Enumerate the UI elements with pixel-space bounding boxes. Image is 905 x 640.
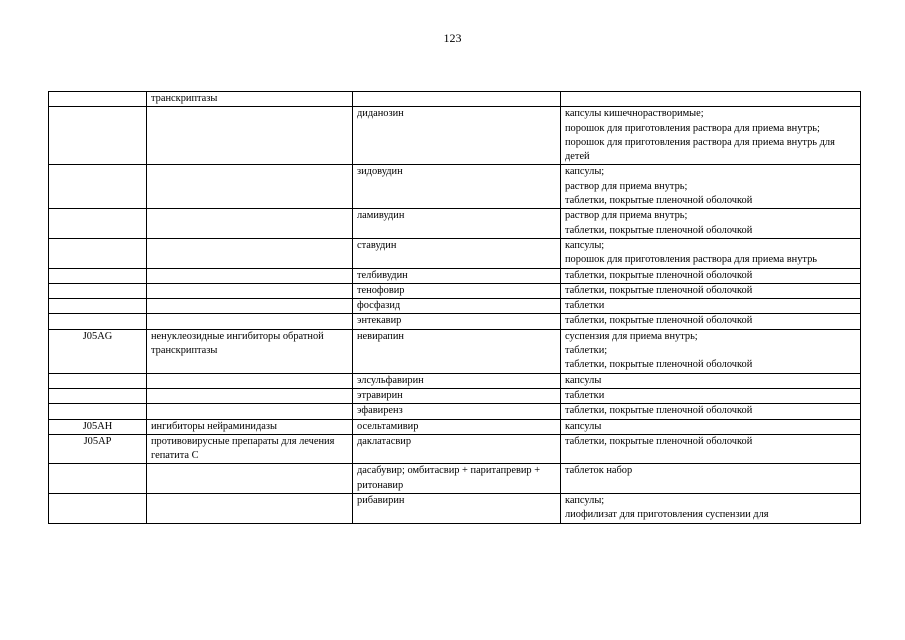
- table-row: [49, 92, 861, 107]
- dosage-form-cell: таблетки, покрытые пленочной оболочкой: [561, 283, 861, 298]
- dosage-form-cell: капсулы кишечнорастворимые; порошок для приготовления раствора для приема внутрь; порошок для приготовления раствора для приема внутрь для детей: [561, 107, 861, 165]
- group-cell: [147, 238, 353, 268]
- table-row: [49, 494, 861, 524]
- atc-code-cell: [49, 404, 147, 419]
- table-row: [49, 238, 861, 268]
- page-number: 123: [443, 31, 462, 45]
- table-row: [49, 299, 861, 314]
- drug-name-cell: осельтамивир: [353, 419, 561, 434]
- table-row: [49, 314, 861, 329]
- drug-name-cell: рибавирин: [353, 494, 561, 524]
- drug-name-cell: ламивудин: [353, 209, 561, 239]
- atc-code-cell: [49, 238, 147, 268]
- table-row: [49, 209, 861, 239]
- table-row: [49, 388, 861, 403]
- dosage-form-cell: таблетки: [561, 299, 861, 314]
- atc-code-cell: [49, 494, 147, 524]
- drug-name-cell: диданозин: [353, 107, 561, 165]
- dosage-form-cell: суспензия для приема внутрь; таблетки; таблетки, покрытые пленочной оболочкой: [561, 329, 861, 373]
- drug-name-cell: фосфазид: [353, 299, 561, 314]
- group-cell: [147, 464, 353, 494]
- group-cell: ненуклеозидные ингибиторы обратной транскриптазы: [147, 329, 353, 373]
- drug-name-cell: телбивудин: [353, 268, 561, 283]
- group-cell: [147, 107, 353, 165]
- atc-code-cell: [49, 388, 147, 403]
- drug-name-cell: элсульфавирин: [353, 373, 561, 388]
- drug-name-cell: невирапин: [353, 329, 561, 373]
- group-cell: ингибиторы нейраминидазы: [147, 419, 353, 434]
- table-row: [49, 283, 861, 298]
- table-row: [49, 329, 861, 373]
- group-cell: [147, 388, 353, 403]
- dosage-form-cell: таблетки, покрытые пленочной оболочкой: [561, 404, 861, 419]
- drug-name-cell: даклатасвир: [353, 434, 561, 464]
- drug-name-cell: энтекавир: [353, 314, 561, 329]
- atc-code-cell: [49, 299, 147, 314]
- atc-code-cell: [49, 107, 147, 165]
- dosage-form-cell: таблетки, покрытые пленочной оболочкой: [561, 268, 861, 283]
- atc-code-cell: [49, 209, 147, 239]
- table-row: [49, 419, 861, 434]
- atc-code-cell: J05AG: [49, 329, 147, 373]
- group-cell: [147, 165, 353, 209]
- table-row: [49, 107, 861, 165]
- table-row: [49, 268, 861, 283]
- group-cell: противовирусные препараты для лечения гепатита С: [147, 434, 353, 464]
- dosage-form-cell: [561, 92, 861, 107]
- dosage-form-cell: капсулы; порошок для приготовления раствора для приема внутрь: [561, 238, 861, 268]
- group-cell: [147, 209, 353, 239]
- dosage-form-cell: капсулы: [561, 373, 861, 388]
- atc-code-cell: [49, 92, 147, 107]
- table-row: [49, 434, 861, 464]
- table-row: [49, 373, 861, 388]
- group-cell: транскриптазы: [147, 92, 353, 107]
- dosage-form-cell: капсулы; лиофилизат для приготовления суспензии для: [561, 494, 861, 524]
- table-row: [49, 464, 861, 494]
- atc-code-cell: [49, 314, 147, 329]
- dosage-form-cell: раствор для приема внутрь; таблетки, покрытые пленочной оболочкой: [561, 209, 861, 239]
- drug-name-cell: зидовудин: [353, 165, 561, 209]
- drug-name-cell: этравирин: [353, 388, 561, 403]
- group-cell: [147, 283, 353, 298]
- dosage-form-cell: капсулы: [561, 419, 861, 434]
- drug-table: [48, 91, 861, 524]
- atc-code-cell: [49, 464, 147, 494]
- dosage-form-cell: капсулы; раствор для приема внутрь; таблетки, покрытые пленочной оболочкой: [561, 165, 861, 209]
- group-cell: [147, 299, 353, 314]
- dosage-form-cell: таблеток набор: [561, 464, 861, 494]
- dosage-form-cell: таблетки, покрытые пленочной оболочкой: [561, 314, 861, 329]
- drug-name-cell: эфавиренз: [353, 404, 561, 419]
- drug-name-cell: тенофовир: [353, 283, 561, 298]
- atc-code-cell: [49, 165, 147, 209]
- drug-table-body: [49, 92, 861, 524]
- group-cell: [147, 494, 353, 524]
- table-row: [49, 404, 861, 419]
- drug-name-cell: дасабувир; омбитасвир + паритапревир + ритонавир: [353, 464, 561, 494]
- atc-code-cell: [49, 373, 147, 388]
- atc-code-cell: [49, 283, 147, 298]
- group-cell: [147, 373, 353, 388]
- atc-code-cell: J05AH: [49, 419, 147, 434]
- dosage-form-cell: таблетки, покрытые пленочной оболочкой: [561, 434, 861, 464]
- group-cell: [147, 404, 353, 419]
- dosage-form-cell: таблетки: [561, 388, 861, 403]
- group-cell: [147, 268, 353, 283]
- atc-code-cell: [49, 268, 147, 283]
- group-cell: [147, 314, 353, 329]
- drug-name-cell: [353, 92, 561, 107]
- atc-code-cell: J05AP: [49, 434, 147, 464]
- drug-name-cell: ставудин: [353, 238, 561, 268]
- table-row: [49, 165, 861, 209]
